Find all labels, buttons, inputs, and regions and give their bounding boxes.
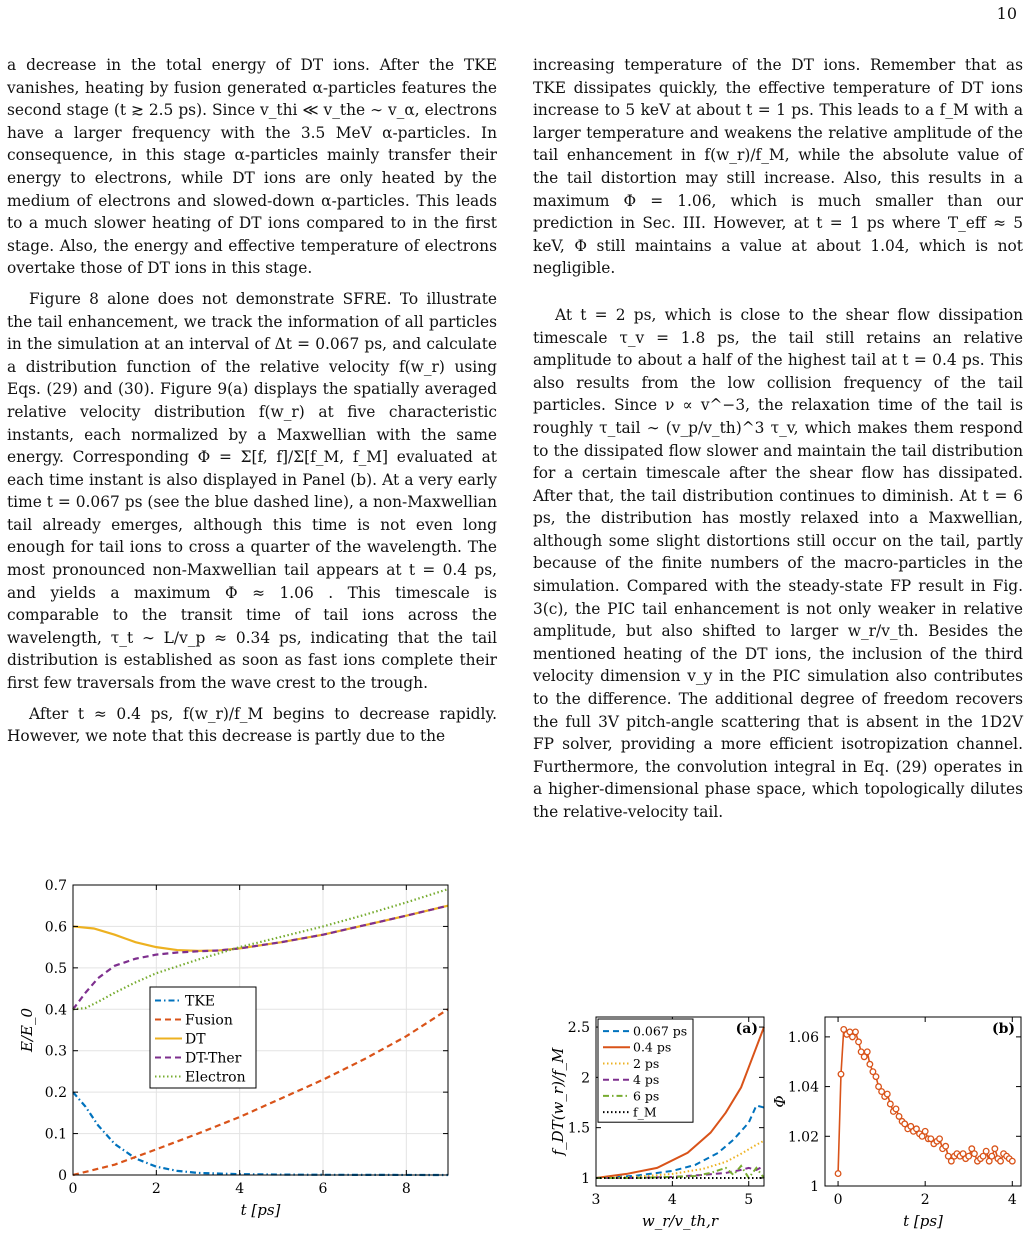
y-tick-label: 1.04	[787, 1079, 819, 1096]
data-point	[983, 1148, 989, 1154]
data-point	[943, 1143, 949, 1149]
paragraph: At t = 2 ps, which is close to the shear flow dissipation timescale τ_v = 1.8 ps, the tail still retains an relative amplitude to about a half of the highest tail at t = 0.4 ps. This also results from the low collision frequency of the tail particles. Since ν ∝ v^−3, the relaxation time of the tail is roughly τ_tail ∼ (v_p/v_th)^3 τ_v, which makes them respond to the dissipated flow slower and maintain the tail distribution for a certain timescale after the shear flow has dissipated. After that, the tail distribution continues to diminish. At t = 6 ps, the distribution has mostly relaxed into a Maxwellian, although some slight distortions still occur on the tail, partly because of the finite numbers of the macro-particles in the simulation. Compared with the steady-state FP result in Fig. 3(c), the PIC tail enhancement is not only weaker in relative amplitude, but also shifted to larger w_r/v_th. Besides the mentioned heating of the DT ions, the inclusion of the third velocity dimension v_y in the PIC simulation also contributes to the difference. The additional degree of freedom recovers the full 3V pitch-angle scattering that is absent in the 1D2V FP solver, providing a more efficient isotropization channel. Furthermore, the convolution integral in Eq. (29) operates in a higher-dimensional phase space, which topologically dilutes the relative-velocity tail.	[533, 305, 1023, 821]
y-tick-label: 0.6	[44, 919, 67, 936]
x-tick-label: 4	[667, 1192, 677, 1208]
y-tick-label: 1.02	[787, 1129, 819, 1146]
legend-label: 0.067 ps	[633, 1023, 688, 1039]
legend-label: DT	[185, 1031, 206, 1048]
legend-label: Electron	[185, 1069, 246, 1086]
data-point	[992, 1146, 998, 1152]
series-line	[73, 889, 448, 1009]
data-point	[864, 1049, 870, 1055]
right-column	[533, 54, 1023, 824]
paragraph: a decrease in the total energy of DT ions. After the TKE vanishes, heating by fusion generated α-particles features the second stage (t ≳ 2.5 ps). Since v_thi ≪ v_the ∼ v_α, electrons have a larger frequency with the 3.5 MeV α-particles. In consequence, in this stage α-particles mainly transfer their energy to electrons, while DT ions are only heated by the medium of electrons and slowed-down α-particles. This leads to a much slower heating of DT ions compared to in the first stage. Also, the energy and effective temperature of electrons overtake those of DT ions in this stage.	[7, 56, 497, 278]
legend-label: f_M	[633, 1104, 657, 1120]
x-tick-label: 8	[401, 1181, 411, 1197]
data-point	[972, 1151, 978, 1157]
x-tick-label: 2	[151, 1181, 161, 1197]
x-axis-label: t [ps]	[240, 1201, 281, 1219]
page-number: 10	[996, 4, 1017, 23]
paragraph: After t ≈ 0.4 ps, f(w_r)/f_M begins to decrease rapidly. However, we note that this decrease is partly due to the	[7, 704, 497, 746]
series-line	[73, 906, 448, 1010]
y-tick-label: 0.5	[44, 960, 67, 977]
panel-label: (a)	[735, 1021, 758, 1037]
panel-label: (b)	[991, 1021, 1015, 1037]
x-tick-label: 0	[833, 1192, 843, 1208]
x-tick-label: 5	[744, 1192, 754, 1208]
y-tick-label: 2.5	[567, 1020, 590, 1037]
x-axis-label: t [ps]	[903, 1212, 943, 1230]
legend-label: 6 ps	[633, 1088, 660, 1104]
x-axis-label: w_r/v_th,r	[641, 1212, 719, 1230]
series-line	[596, 1141, 764, 1178]
x-tick-label: 3	[591, 1192, 601, 1208]
x-tick-label: 0	[68, 1181, 78, 1197]
legend-label: 0.4 ps	[633, 1039, 672, 1055]
data-point	[867, 1061, 873, 1067]
paragraph: Figure 8 alone does not demonstrate SFRE. To illustrate the tail enhancement, we track the information of all particles in the simulation at an interval of Δt = 0.067 ps, and calculate a distribution function of the relative velocity f(w_r) using Eqs. (29) and (30). Figure 9(a) displays the spatially averaged relative velocity distribution f(w_r) at five characteristic instants, each normalized by a Maxwellian with the same energy. Corresponding Φ = Σ[f, f]/Σ[f_M, f_M] evaluated at each time instant is also displayed in Panel (b). At a very early time t = 0.067 ps (see the blue dashed line), a non-Maxwellian tail already emerges, although this time is not even long enough for tail ions to cross a quarter of the wavelength. The most pronounced non-Maxwellian tail appears at t = 0.4 ps, and yields a maximum Φ ≈ 1.06 . This timescale is comparable to the transit time of tail ions across the wavelength, τ_t ∼ L/v_p ≈ 0.34 ps, indicating that the tail distribution is established as soon as fast ions complete their first few traversals from the wave crest to the trough.	[7, 289, 497, 693]
y-tick-label: 0.4	[44, 1002, 67, 1019]
figure-9b-phi-chart	[771, 1005, 1025, 1237]
legend-label: DT-Ther	[185, 1050, 242, 1067]
data-point	[835, 1171, 841, 1177]
x-tick-label: 4	[235, 1181, 245, 1197]
x-tick-label: 2	[920, 1192, 930, 1208]
y-tick-label: 0.7	[44, 878, 67, 894]
plot-frame	[73, 885, 448, 1175]
data-point	[989, 1153, 995, 1159]
figure-9a-distribution-chart	[545, 1005, 775, 1237]
series-line	[73, 906, 448, 951]
data-point	[884, 1091, 890, 1097]
data-point	[922, 1129, 928, 1135]
y-tick-label: 1	[810, 1179, 819, 1195]
data-point	[937, 1136, 943, 1142]
figure-8-energy-chart	[0, 870, 470, 1232]
x-tick-label: 6	[318, 1181, 328, 1197]
y-tick-label: 0.1	[44, 1126, 67, 1143]
data-point	[966, 1153, 972, 1159]
y-tick-label: 2	[581, 1070, 590, 1087]
left-column	[7, 54, 497, 748]
y-tick-label: 0.2	[44, 1085, 67, 1102]
data-point	[888, 1101, 894, 1107]
y-axis-label: E/E_0	[18, 1008, 36, 1052]
y-tick-label: 0	[58, 1168, 67, 1184]
legend-label: TKE	[185, 993, 216, 1010]
y-tick-label: 1	[581, 1170, 590, 1187]
legend-label: 4 ps	[633, 1072, 660, 1088]
y-tick-label: 0.3	[44, 1043, 67, 1060]
paragraph: increasing temperature of the DT ions. Remember that as TKE dissipates quickly, the effective temperature of DT ions increase to 5 keV at about t = 1 ps. This leads to a f_M with a larger temperature and weakens the relative amplitude of the tail enhancement in f(w_r)/f_M, while the absolute value of the tail distortion may still increase. Also, this results in a maximum Φ = 1.06, which is much smaller than our prediction in Sec. III. However, at t = 1 ps where T_eff ≈ 5 keV, Φ still maintains a value at about 1.04, which is not negligible.	[533, 56, 1023, 278]
legend-label: Fusion	[185, 1012, 233, 1029]
y-axis-label: Φ	[771, 1095, 789, 1108]
y-tick-label: 1.06	[787, 1029, 819, 1046]
y-tick-label: 1.5	[567, 1120, 590, 1137]
data-point	[873, 1074, 879, 1080]
y-axis-label: f_DT(w_r)/f_M	[549, 1047, 567, 1156]
data-point	[856, 1039, 862, 1045]
legend-label: 2 ps	[633, 1055, 660, 1071]
x-tick-label: 4	[1007, 1192, 1017, 1208]
data-point	[893, 1106, 899, 1112]
data-point	[838, 1071, 844, 1077]
data-point	[998, 1158, 1004, 1164]
data-point	[1009, 1158, 1015, 1164]
data-point	[853, 1029, 859, 1035]
